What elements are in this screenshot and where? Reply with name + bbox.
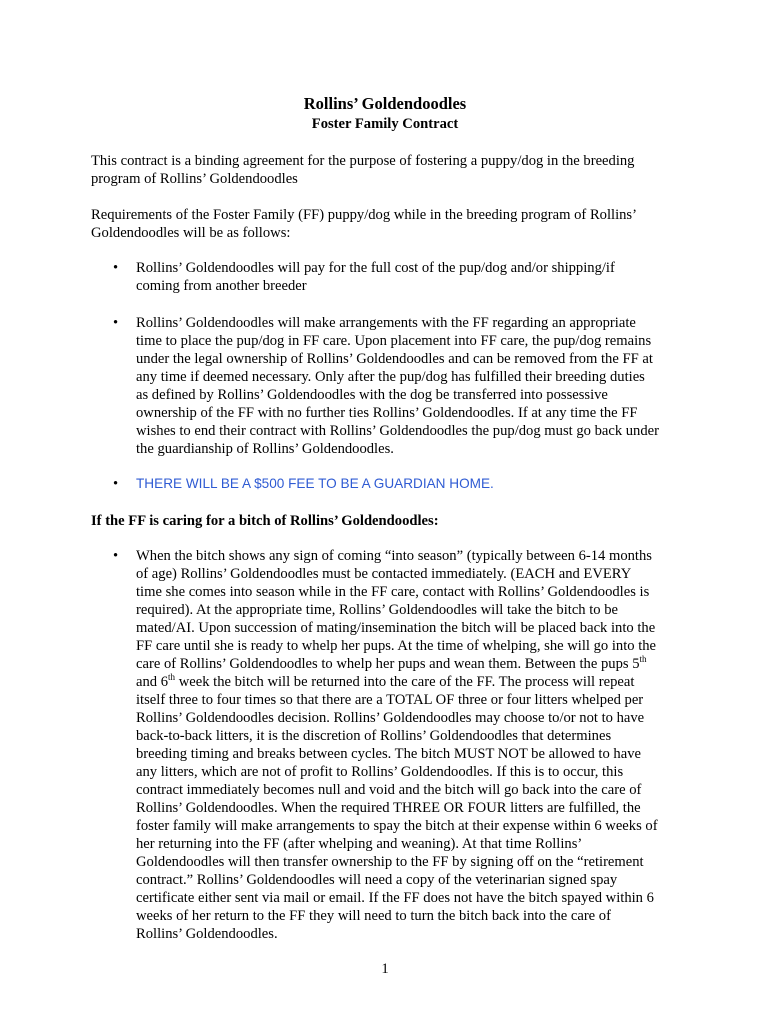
list-item-line: itself three to four times so that there are a TOTAL OF three or four litters whelped per	[136, 692, 644, 708]
list-item-line: Rollins’ Goldendoodles will make arrangements with the FF regarding an appropriate	[136, 315, 636, 331]
list-item-line: Goldendoodles will then transfer ownership to the FF by signing off on the “retirement	[136, 854, 644, 870]
line-text: care of Rollins’ Goldendoodles to whelp her pups and wean them. Between the pups 5	[136, 656, 640, 672]
list-item-line: the guardianship of Rollins’ Goldendoodles.	[136, 441, 394, 457]
list-item-line: back-to-back litters, it is the discretion of Rollins’ Goldendoodles that determines	[136, 728, 612, 744]
list-item-line: of age) Rollins’ Goldendoodles must be contacted immediately. (EACH and EVERY	[136, 566, 632, 582]
list-item-line: breeding timing and breaks between cycles. The bitch MUST NOT be allowed to have	[136, 746, 641, 762]
list-item-line: contract.” Rollins’ Goldendoodles will need a copy of the veterinarian signed spay	[136, 872, 618, 888]
list-item-line: time she comes into season while in the FF care, contact with Rollins’ Goldendoodles is	[136, 584, 650, 600]
list-item-line: required). At the appropriate time, Rollins’ Goldendoodles will take the bitch to be	[136, 602, 619, 618]
guardian-fee-notice: THERE WILL BE A $500 FEE TO BE A GUARDIAN HOME.	[136, 476, 494, 491]
section-heading: If the FF is caring for a bitch of Rollins’ Goldendoodles:	[91, 513, 439, 529]
list-item-line: any time if deemed necessary. Only after the pup/dog has fulfilled their breeding duties	[136, 369, 645, 385]
list-item-line: time to place the pup/dog in FF care. Upon placement into FF care, the pup/dog remains	[136, 333, 652, 349]
line-text: week the bitch will be returned into the care of the FF. The process will repeat	[175, 674, 635, 690]
list-item	[91, 259, 691, 295]
line-text: and 6	[136, 674, 169, 690]
list-item-line: coming from another breeder	[136, 278, 307, 294]
list-item-line: as defined by Rollins’ Goldendoodles with the dog be transferred into possessive	[136, 387, 608, 403]
list-item-line: When the bitch shows any sign of coming “into season” (typically between 6-14 months	[136, 548, 652, 564]
list-item-line: under the legal ownership of Rollins’ Goldendoodles and can be removed from the FF at	[136, 351, 653, 367]
list-item	[91, 314, 691, 458]
list-item-line: any litters, which are not of profit to Rollins’ Goldendoodles. If this is to occur, this	[136, 764, 624, 780]
page-number: 1	[381, 961, 389, 977]
bullet-icon: •	[113, 476, 119, 492]
requirements-paragraph	[91, 206, 691, 242]
list-item-line: Rollins’ Goldendoodles.	[136, 926, 278, 942]
list-item	[91, 475, 691, 493]
list-item-line: wishes to end their contract with Rollins’ Goldendoodles the pup/dog must go back under	[136, 423, 659, 439]
list-item-line: contract immediately becomes null and void and the bitch will go back into the care of	[136, 782, 642, 798]
list-item-line: ownership of the FF with no further ties Rollins’ Goldendoodles. If at any time the FF	[136, 405, 638, 421]
list-item-line: Rollins’ Goldendoodles. When the required THREE OR FOUR litters are fulfilled, the	[136, 800, 641, 816]
bullet-icon: •	[113, 548, 119, 564]
document-subtitle: Foster Family Contract	[311, 116, 459, 132]
requirements-line: Goldendoodles will be as follows:	[91, 225, 291, 241]
list-item-line	[136, 673, 691, 691]
list-item-line	[136, 655, 691, 673]
intro-line: This contract is a binding agreement for the purpose of fostering a puppy/dog in the breeding	[91, 153, 635, 169]
document-title: Rollins’ Goldendoodles	[303, 94, 467, 113]
list-item-line: certificate either sent via mail or email. If the FF does not have the bitch spayed within 6	[136, 890, 654, 906]
list-item-line: her returning into the FF (after whelping and weaning). At that time Rollins’	[136, 836, 583, 852]
requirements-line: Requirements of the Foster Family (FF) puppy/dog while in the breeding program of Rollins’	[91, 207, 637, 223]
list-item-line: Rollins’ Goldendoodles will pay for the full cost of the pup/dog and/or shipping/if	[136, 260, 615, 276]
list-item-line: foster family will make arrangements to spay the bitch at their expense within 6 weeks of	[136, 818, 658, 834]
list-item-line: FF care until she is ready to whelp her pups. At the time of whelping, she will go into the	[136, 638, 657, 654]
bullet-icon: •	[113, 315, 119, 331]
list-item-line: Rollins’ Goldendoodles decision. Rollins’ Goldendoodles may choose to/or not to have	[136, 710, 645, 726]
ordinal-suffix: th	[639, 654, 647, 665]
bullet-icon: •	[113, 260, 119, 276]
intro-paragraph	[91, 152, 691, 188]
intro-line: program of Rollins’ Goldendoodles	[91, 171, 298, 187]
list-item-line: weeks of her return to the FF they will need to turn the bitch back into the care of	[136, 908, 611, 924]
list-item	[91, 547, 691, 943]
list-item-line: mated/AI. Upon succession of mating/insemination the bitch will be placed back into the	[136, 620, 656, 636]
ordinal-suffix: th	[168, 672, 176, 683]
